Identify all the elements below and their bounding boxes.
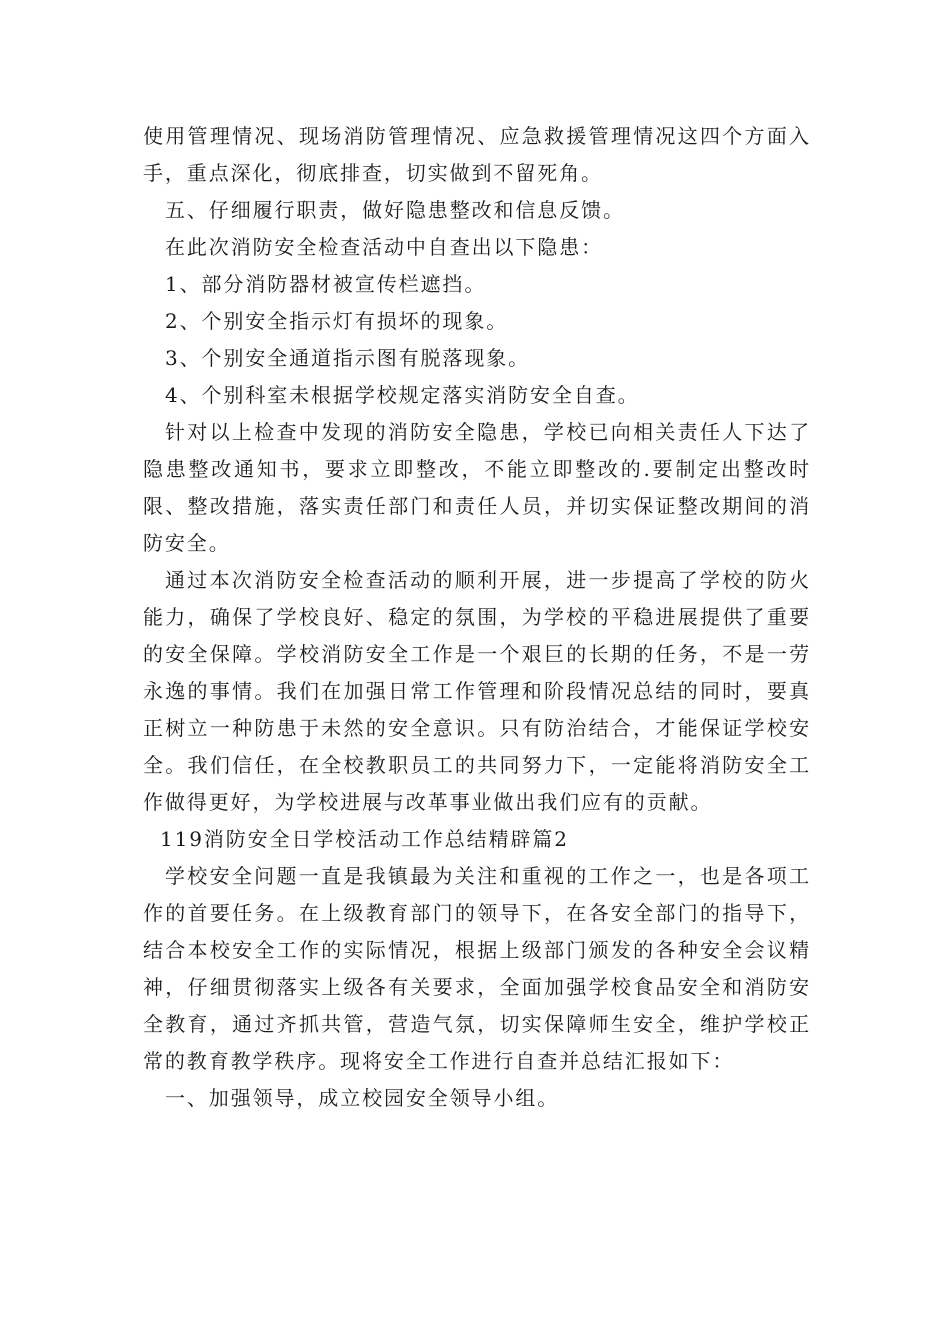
article-2-title: 119消防安全日学校活动工作总结精辟篇2 — [160, 827, 569, 851]
section-five-heading: 五、仔细履行职责，做好隐患整改和信息反馈。 — [165, 198, 625, 222]
article-2-intro: 学校安全问题一直是我镇最为关注和重视的工作之一，也是各项工作的首要任务。在上级教育部门的领导下，在各安全部门的指导下，结合本校安全工作的实际情况，根据上级部门颁发的各种安全会议精神，仔细贯彻落实上级各有关要求，全面加强学校食品安全和消防安全教育，通过齐抓共管，营造气氛，切实保障师生安全，维护学校正常的教育教学秩序。现将安全工作进行自查并总结汇报如下： — [143, 864, 811, 1073]
hazard-item-1: 1、部分消防器材被宣传栏遮挡。 — [165, 272, 487, 296]
section-one-heading: 一、加强领导，成立校园安全领导小组。 — [165, 1086, 560, 1110]
hazards-intro: 在此次消防安全检查活动中自查出以下隐患： — [165, 235, 603, 259]
rectification-paragraph: 针对以上检查中发现的消防安全隐患，学校已向相关责任人下达了隐患整改通知书，要求立即整改，不能立即整改的.要制定出整改时限、整改措施，落实责任部门和责任人员，并切实保证整改期间的消防安全。 — [143, 420, 811, 555]
hazard-item-3: 3、个别安全通道指示图有脱落现象。 — [165, 346, 531, 370]
hazard-item-2: 2、个别安全指示灯有损坏的现象。 — [165, 309, 509, 333]
summary-paragraph: 通过本次消防安全检查活动的顺利开展，进一步提高了学校的防火能力，确保了学校良好、稳定的氛围，为学校的平稳进展提供了重要的安全保障。学校消防安全工作是一个艰巨的长期的任务，不是一劳永逸的事情。我们在加强日常工作管理和阶段情况总结的同时，要真正树立一种防患于未然的安全意识。只有防治结合，才能保证学校安全。我们信任，在全校教职员工的共同努力下，一定能将消防安全工作做得更好，为学校进展与改革事业做出我们应有的贡献。 — [143, 568, 811, 814]
document-body — [143, 118, 811, 1117]
paragraph-continuation: 使用管理情况、现场消防管理情况、应急救援管理情况这四个方面入手，重点深化，彻底排查，切实做到不留死角。 — [143, 124, 811, 185]
hazard-item-4: 4、个别科室未根据学校规定落实消防安全自查。 — [165, 383, 640, 407]
